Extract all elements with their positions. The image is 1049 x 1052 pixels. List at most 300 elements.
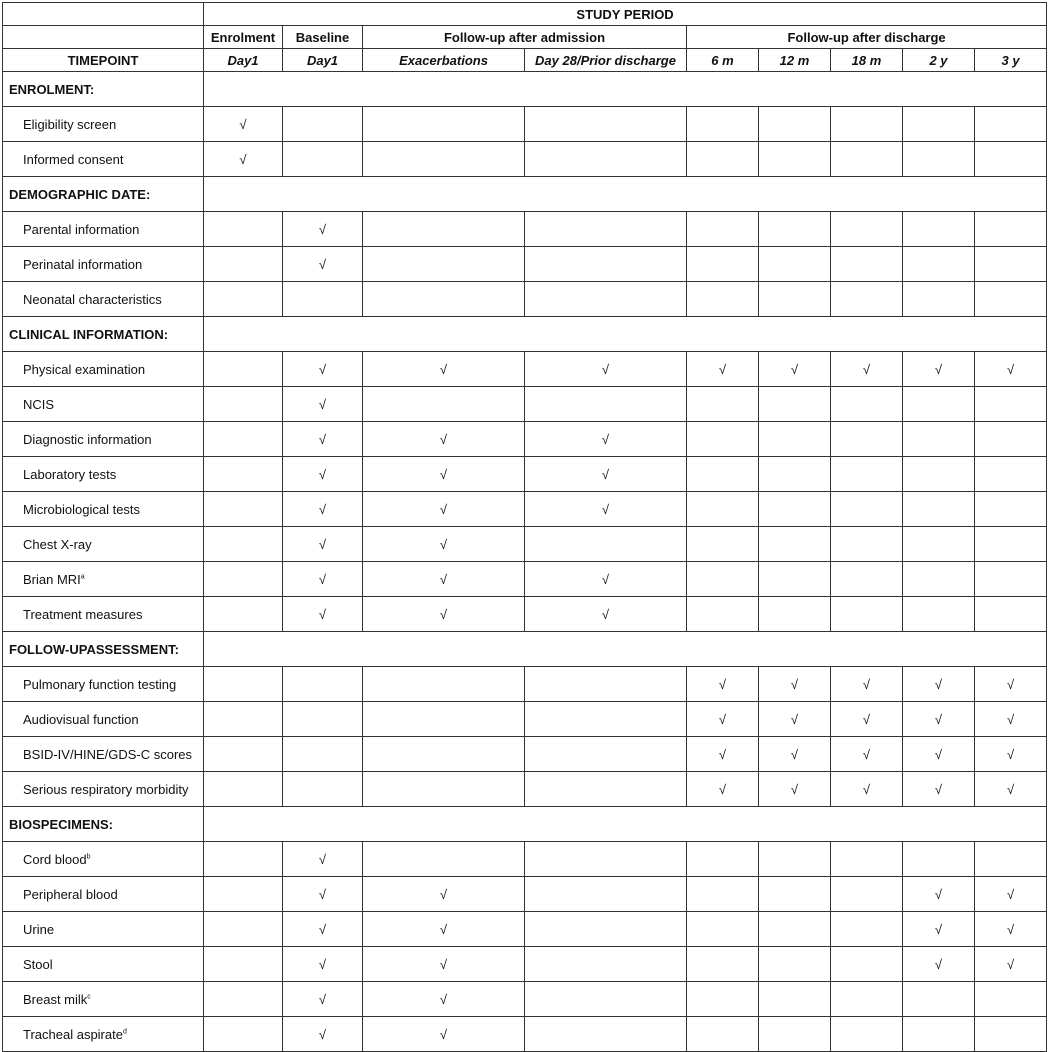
header-corner-cell	[3, 26, 204, 49]
row-label	[3, 107, 204, 142]
schedule-cell	[975, 247, 1047, 282]
section-blank-cell	[204, 72, 1047, 107]
schedule-cell	[903, 947, 975, 982]
schedule-cell	[759, 212, 831, 247]
schedule-cell	[204, 912, 283, 947]
group-follow-up-discharge: Follow-up after discharge	[687, 26, 1047, 49]
table-row	[3, 912, 1047, 947]
footnote-marker: a	[80, 573, 85, 581]
check-mark-icon: √	[318, 606, 327, 622]
schedule-cell	[903, 107, 975, 142]
schedule-cell	[975, 947, 1047, 982]
table-row	[3, 492, 1047, 527]
schedule-cell	[363, 912, 525, 947]
schedule-cell	[759, 352, 831, 387]
row-label-text: NCIS	[23, 396, 55, 412]
schedule-cell	[687, 842, 759, 877]
section-blank-cell	[204, 177, 1047, 212]
check-mark-icon: √	[318, 466, 327, 482]
row-label	[3, 387, 204, 422]
row-label-text: Tracheal aspirate	[23, 1026, 123, 1042]
schedule-cell	[831, 527, 903, 562]
schedule-cell	[975, 107, 1047, 142]
schedule-cell	[975, 842, 1047, 877]
row-label-text: Eligibility screen	[23, 116, 117, 132]
row-label	[3, 842, 204, 877]
schedule-cell	[687, 667, 759, 702]
table-row	[3, 562, 1047, 597]
schedule-cell	[525, 247, 687, 282]
timepoint-baseline-day1: Day1	[283, 49, 363, 72]
schedule-cell	[283, 107, 363, 142]
table-row	[3, 247, 1047, 282]
check-mark-icon: √	[862, 746, 871, 762]
check-mark-icon: √	[718, 361, 727, 377]
schedule-cell	[204, 667, 283, 702]
check-mark-icon: √	[718, 711, 727, 727]
schedule-cell	[903, 1017, 975, 1052]
schedule-cell	[687, 982, 759, 1017]
row-label	[3, 702, 204, 737]
check-mark-icon: √	[601, 501, 610, 517]
table-row	[3, 737, 1047, 772]
table-row	[3, 457, 1047, 492]
table-row	[3, 282, 1047, 317]
section-blank-cell	[204, 632, 1047, 667]
schedule-cell	[759, 247, 831, 282]
row-label-text: Parental information	[23, 221, 140, 237]
schedule-cell	[204, 702, 283, 737]
schedule-cell	[283, 352, 363, 387]
check-mark-icon: √	[318, 1026, 327, 1042]
schedule-cell	[525, 282, 687, 317]
schedule-cell	[903, 912, 975, 947]
schedule-cell	[903, 527, 975, 562]
schedule-cell	[903, 562, 975, 597]
check-mark-icon: √	[601, 606, 610, 622]
schedule-cell	[831, 282, 903, 317]
check-mark-icon: √	[318, 431, 327, 447]
study-schedule-table	[2, 2, 1047, 1052]
section-row	[3, 72, 1047, 107]
check-mark-icon: √	[934, 921, 943, 937]
schedule-cell	[687, 422, 759, 457]
schedule-cell	[831, 597, 903, 632]
row-label-text: Audiovisual function	[23, 711, 139, 727]
table-row	[3, 842, 1047, 877]
table-row	[3, 772, 1047, 807]
group-enrolment: Enrolment	[204, 26, 283, 49]
schedule-cell	[204, 387, 283, 422]
schedule-cell	[363, 667, 525, 702]
schedule-cell	[975, 702, 1047, 737]
schedule-cell	[903, 667, 975, 702]
group-follow-up-admission: Follow-up after admission	[363, 26, 687, 49]
schedule-cell	[975, 1017, 1047, 1052]
schedule-cell	[283, 667, 363, 702]
schedule-cell	[204, 597, 283, 632]
schedule-cell	[283, 282, 363, 317]
schedule-cell	[687, 107, 759, 142]
row-label	[3, 597, 204, 632]
schedule-cell	[759, 387, 831, 422]
schedule-cell	[687, 562, 759, 597]
row-label	[3, 282, 204, 317]
schedule-cell	[903, 422, 975, 457]
schedule-cell	[687, 702, 759, 737]
schedule-cell	[363, 282, 525, 317]
check-mark-icon: √	[1006, 781, 1015, 797]
row-label	[3, 772, 204, 807]
schedule-cell	[831, 912, 903, 947]
schedule-cell	[204, 947, 283, 982]
schedule-cell	[204, 1017, 283, 1052]
check-mark-icon: √	[439, 536, 448, 552]
check-mark-icon: √	[439, 886, 448, 902]
check-mark-icon: √	[318, 536, 327, 552]
schedule-cell	[363, 387, 525, 422]
row-label	[3, 212, 204, 247]
schedule-cell	[831, 422, 903, 457]
schedule-cell	[687, 492, 759, 527]
schedule-cell	[204, 212, 283, 247]
schedule-cell	[363, 247, 525, 282]
row-label	[3, 527, 204, 562]
section-title: FOLLOW-UPASSESSMENT:	[3, 632, 204, 667]
table-row	[3, 142, 1047, 177]
schedule-cell	[975, 142, 1047, 177]
schedule-cell	[363, 982, 525, 1017]
schedule-cell	[759, 772, 831, 807]
schedule-cell	[759, 527, 831, 562]
schedule-cell	[283, 562, 363, 597]
check-mark-icon: √	[862, 361, 871, 377]
check-mark-icon: √	[318, 991, 327, 1007]
schedule-cell	[283, 457, 363, 492]
schedule-cell	[283, 912, 363, 947]
schedule-cell	[903, 597, 975, 632]
check-mark-icon: √	[1006, 921, 1015, 937]
section-row	[3, 177, 1047, 212]
section-title: BIOSPECIMENS:	[3, 807, 204, 842]
schedule-cell	[283, 982, 363, 1017]
schedule-cell	[687, 527, 759, 562]
schedule-cell	[831, 142, 903, 177]
section-row	[3, 807, 1047, 842]
schedule-cell	[363, 597, 525, 632]
schedule-cell	[759, 877, 831, 912]
check-mark-icon: √	[1006, 361, 1015, 377]
schedule-cell	[975, 597, 1047, 632]
schedule-cell	[283, 527, 363, 562]
schedule-cell	[363, 737, 525, 772]
schedule-cell	[759, 1017, 831, 1052]
schedule-cell	[831, 457, 903, 492]
footnote-marker: c	[87, 993, 91, 1001]
row-label	[3, 912, 204, 947]
schedule-cell	[975, 492, 1047, 527]
schedule-cell	[903, 842, 975, 877]
row-label-text: Breast milk	[23, 991, 88, 1007]
row-label-text: Physical examination	[23, 361, 146, 377]
schedule-cell	[525, 352, 687, 387]
schedule-cell	[975, 387, 1047, 422]
check-mark-icon: √	[934, 711, 943, 727]
schedule-cell	[975, 457, 1047, 492]
schedule-cell	[831, 877, 903, 912]
table-row	[3, 107, 1047, 142]
timepoint-enrolment-day1: Day1	[204, 49, 283, 72]
row-label-text: Informed consent	[23, 151, 124, 167]
schedule-cell	[363, 527, 525, 562]
schedule-cell	[283, 737, 363, 772]
schedule-cell	[687, 772, 759, 807]
schedule-cell	[204, 737, 283, 772]
schedule-cell	[759, 142, 831, 177]
schedule-cell	[525, 527, 687, 562]
schedule-cell	[687, 912, 759, 947]
table-row	[3, 597, 1047, 632]
schedule-cell	[975, 667, 1047, 702]
check-mark-icon: √	[439, 501, 448, 517]
schedule-cell	[975, 877, 1047, 912]
check-mark-icon: √	[718, 746, 727, 762]
schedule-cell	[687, 247, 759, 282]
schedule-cell	[831, 842, 903, 877]
check-mark-icon: √	[318, 221, 327, 237]
schedule-cell	[759, 562, 831, 597]
schedule-cell	[759, 982, 831, 1017]
group-baseline: Baseline	[283, 26, 363, 49]
footnote-marker: d	[122, 1028, 127, 1036]
check-mark-icon: √	[862, 676, 871, 692]
check-mark-icon: √	[1006, 746, 1015, 762]
schedule-cell	[831, 772, 903, 807]
study-period-heading: STUDY PERIOD	[204, 3, 1047, 26]
check-mark-icon: √	[239, 116, 247, 132]
check-mark-icon: √	[439, 606, 448, 622]
schedule-cell	[283, 142, 363, 177]
row-label	[3, 422, 204, 457]
section-title: DEMOGRAPHIC DATE:	[3, 177, 204, 212]
schedule-cell	[525, 422, 687, 457]
schedule-cell	[759, 597, 831, 632]
check-mark-icon: √	[601, 431, 610, 447]
table-row	[3, 1017, 1047, 1052]
schedule-cell	[525, 702, 687, 737]
check-mark-icon: √	[601, 361, 610, 377]
schedule-cell	[525, 842, 687, 877]
row-label	[3, 142, 204, 177]
check-mark-icon: √	[934, 676, 943, 692]
schedule-cell	[283, 492, 363, 527]
schedule-cell	[363, 842, 525, 877]
schedule-cell	[687, 282, 759, 317]
schedule-cell	[903, 982, 975, 1017]
schedule-cell	[363, 457, 525, 492]
schedule-cell	[204, 527, 283, 562]
schedule-cell	[687, 947, 759, 982]
schedule-cell	[903, 457, 975, 492]
schedule-cell	[363, 562, 525, 597]
table-row	[3, 947, 1047, 982]
table-row	[3, 387, 1047, 422]
check-mark-icon: √	[439, 361, 448, 377]
row-label-text: Brian MRI	[23, 571, 81, 587]
timepoint-label: TIMEPOINT	[3, 49, 204, 72]
table-row	[3, 212, 1047, 247]
schedule-cell	[363, 1017, 525, 1052]
schedule-cell	[204, 492, 283, 527]
timepoint-12m: 12 m	[759, 49, 831, 72]
section-title: ENROLMENT:	[3, 72, 204, 107]
table-row	[3, 982, 1047, 1017]
schedule-cell	[759, 737, 831, 772]
section-row	[3, 632, 1047, 667]
check-mark-icon: √	[790, 711, 799, 727]
schedule-cell	[283, 947, 363, 982]
schedule-cell	[903, 352, 975, 387]
timepoint-exacerbations: Exacerbations	[363, 49, 525, 72]
section-row	[3, 317, 1047, 352]
schedule-cell	[903, 737, 975, 772]
schedule-cell	[363, 422, 525, 457]
timepoint-6m: 6 m	[687, 49, 759, 72]
schedule-cell	[363, 142, 525, 177]
schedule-cell	[687, 352, 759, 387]
schedule-cell	[363, 352, 525, 387]
schedule-cell	[975, 527, 1047, 562]
schedule-cell	[903, 247, 975, 282]
row-label-text: Diagnostic information	[23, 431, 152, 447]
schedule-cell	[687, 457, 759, 492]
row-label-text: Laboratory tests	[23, 466, 117, 482]
schedule-cell	[525, 912, 687, 947]
row-label-text: Stool	[23, 956, 53, 972]
schedule-cell	[204, 457, 283, 492]
row-label-text: Perinatal information	[23, 256, 143, 272]
schedule-cell	[831, 387, 903, 422]
schedule-cell	[903, 142, 975, 177]
schedule-cell	[975, 212, 1047, 247]
check-mark-icon: √	[318, 921, 327, 937]
schedule-cell	[903, 702, 975, 737]
schedule-cell	[903, 282, 975, 317]
timepoint-3y: 3 y	[975, 49, 1047, 72]
check-mark-icon: √	[790, 361, 799, 377]
row-label-text: Treatment measures	[23, 606, 143, 622]
schedule-cell	[759, 702, 831, 737]
row-label	[3, 947, 204, 982]
schedule-cell	[903, 387, 975, 422]
schedule-cell	[759, 422, 831, 457]
schedule-cell	[831, 562, 903, 597]
schedule-cell	[831, 667, 903, 702]
schedule-cell	[204, 772, 283, 807]
row-label-text: Serious respiratory morbidity	[23, 781, 189, 797]
footnote-marker: b	[86, 853, 91, 861]
row-label	[3, 457, 204, 492]
row-label	[3, 492, 204, 527]
row-label-text: Pulmonary function testing	[23, 676, 177, 692]
schedule-cell	[759, 912, 831, 947]
schedule-cell	[525, 982, 687, 1017]
schedule-cell	[687, 877, 759, 912]
table-row	[3, 702, 1047, 737]
header-row-groups	[3, 26, 1047, 49]
timepoint-2y: 2 y	[903, 49, 975, 72]
check-mark-icon: √	[318, 396, 327, 412]
schedule-cell	[831, 1017, 903, 1052]
header-row-timepoints	[3, 49, 1047, 72]
schedule-cell	[525, 492, 687, 527]
check-mark-icon: √	[1006, 956, 1015, 972]
check-mark-icon: √	[934, 746, 943, 762]
schedule-cell	[363, 772, 525, 807]
schedule-cell	[204, 842, 283, 877]
schedule-cell	[363, 107, 525, 142]
header-corner-cell	[3, 3, 204, 26]
schedule-cell	[283, 597, 363, 632]
check-mark-icon: √	[439, 466, 448, 482]
schedule-cell	[903, 492, 975, 527]
schedule-cell	[687, 597, 759, 632]
schedule-cell	[759, 457, 831, 492]
check-mark-icon: √	[934, 956, 943, 972]
check-mark-icon: √	[439, 571, 448, 587]
table-row	[3, 422, 1047, 457]
schedule-cell	[283, 842, 363, 877]
schedule-cell	[283, 772, 363, 807]
schedule-cell	[363, 877, 525, 912]
row-label-text: Cord blood	[23, 851, 87, 867]
schedule-cell	[687, 737, 759, 772]
schedule-cell	[759, 842, 831, 877]
schedule-cell	[525, 387, 687, 422]
schedule-cell	[687, 387, 759, 422]
schedule-cell	[975, 772, 1047, 807]
check-mark-icon: √	[718, 676, 727, 692]
schedule-cell	[831, 737, 903, 772]
row-label-text: Peripheral blood	[23, 886, 118, 902]
timepoint-18m: 18 m	[831, 49, 903, 72]
check-mark-icon: √	[862, 781, 871, 797]
schedule-cell	[363, 492, 525, 527]
row-label-text: Microbiological tests	[23, 501, 141, 517]
check-mark-icon: √	[934, 886, 943, 902]
schedule-cell	[975, 422, 1047, 457]
check-mark-icon: √	[318, 886, 327, 902]
schedule-cell	[903, 212, 975, 247]
row-label	[3, 247, 204, 282]
check-mark-icon: √	[439, 1026, 448, 1042]
schedule-cell	[204, 982, 283, 1017]
check-mark-icon: √	[439, 921, 448, 937]
schedule-cell	[687, 1017, 759, 1052]
schedule-cell	[204, 107, 283, 142]
schedule-cell	[283, 387, 363, 422]
schedule-cell	[759, 282, 831, 317]
schedule-cell	[831, 702, 903, 737]
schedule-cell	[525, 457, 687, 492]
check-mark-icon: √	[934, 781, 943, 797]
check-mark-icon: √	[239, 151, 247, 167]
schedule-cell	[204, 282, 283, 317]
schedule-cell	[831, 947, 903, 982]
schedule-cell	[975, 982, 1047, 1017]
row-label	[3, 877, 204, 912]
check-mark-icon: √	[1006, 711, 1015, 727]
